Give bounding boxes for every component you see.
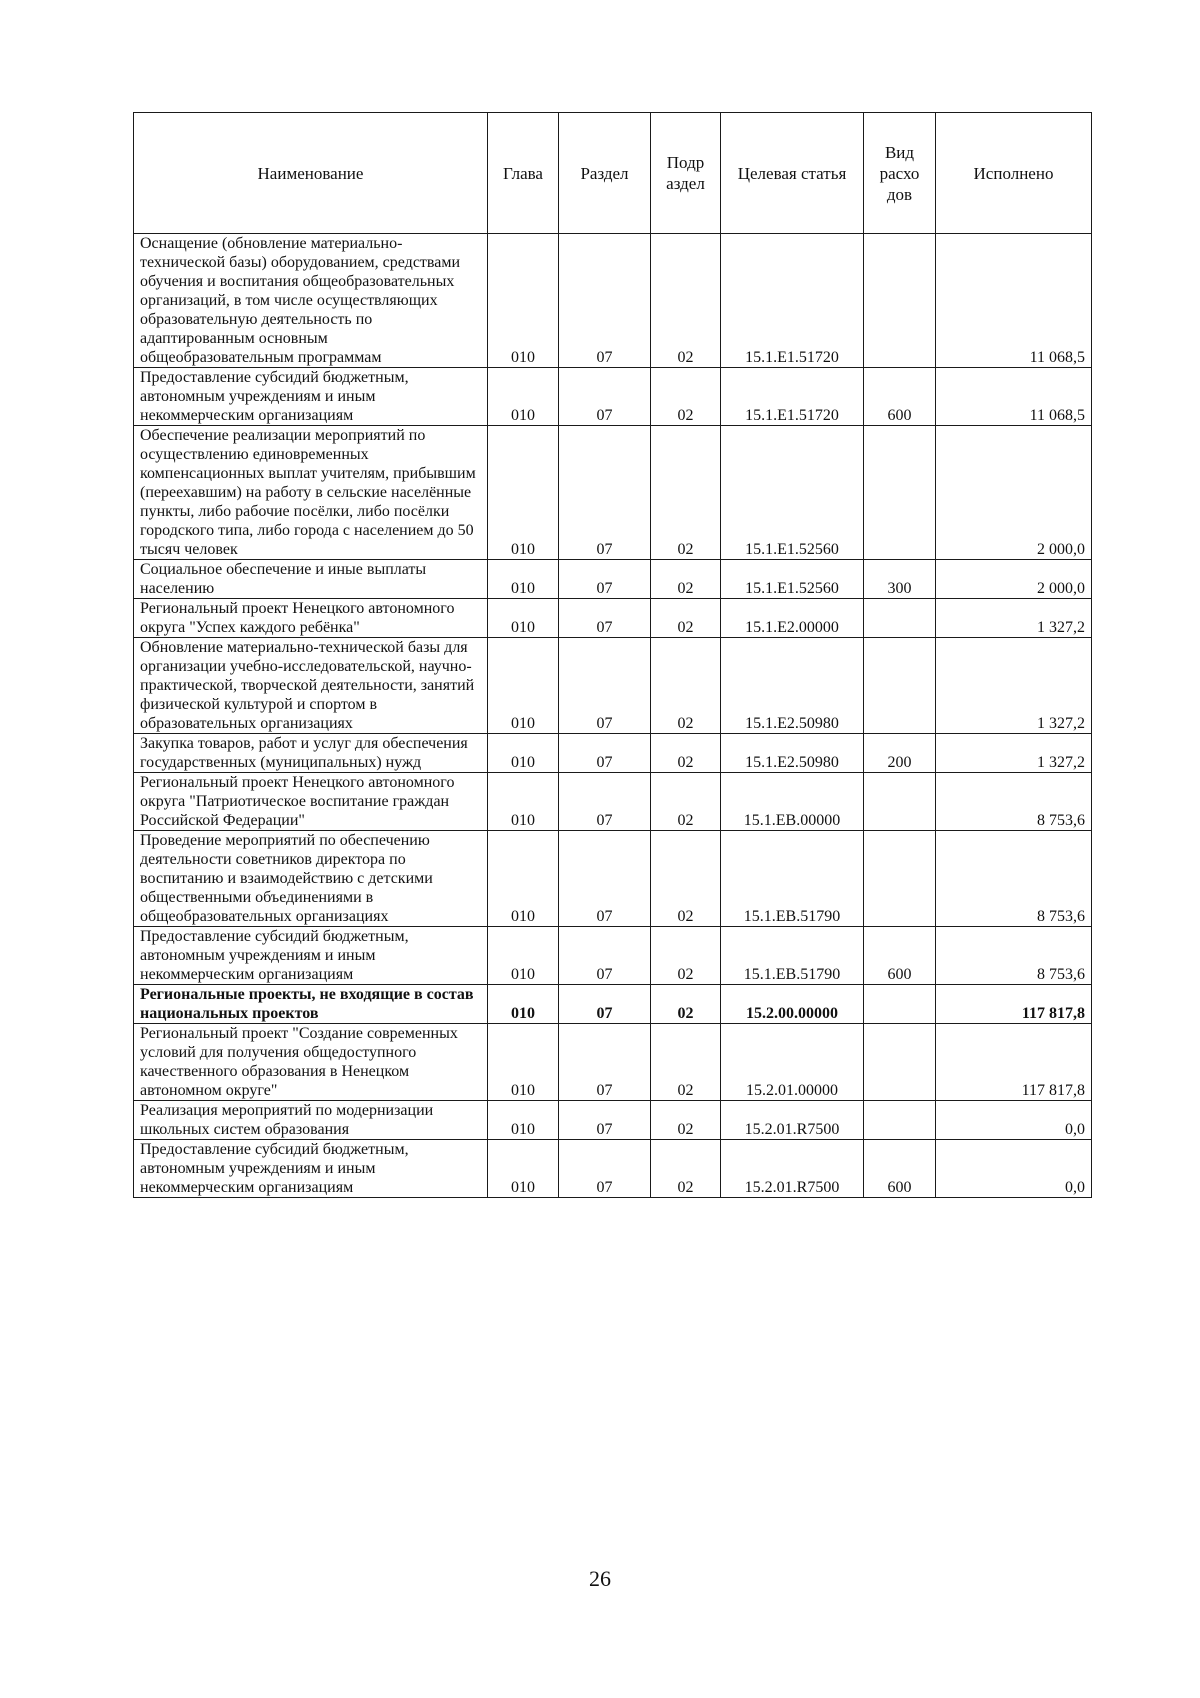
cell-vid xyxy=(864,234,936,368)
cell-razdel: 07 xyxy=(559,638,651,734)
cell-name: Обновление материально-технической базы для организации учебно-исследовательской, научно-практической, творческой деятельности, занятий физической культурой и спортом в образовательных организациях xyxy=(134,638,488,734)
cell-razdel: 07 xyxy=(559,1101,651,1140)
cell-podrazdel: 02 xyxy=(651,426,721,560)
cell-vid: 600 xyxy=(864,1140,936,1198)
table-row xyxy=(134,927,1092,985)
cell-vid xyxy=(864,985,936,1024)
table-row xyxy=(134,234,1092,368)
cell-target: 15.1.ЕВ.00000 xyxy=(721,773,864,831)
cell-done: 8 753,6 xyxy=(936,831,1092,927)
cell-razdel: 07 xyxy=(559,831,651,927)
header-target: Целевая статья xyxy=(721,113,864,234)
cell-glava: 010 xyxy=(488,234,559,368)
header-podrazdel: Подр аздел xyxy=(651,113,721,234)
table-row xyxy=(134,1140,1092,1198)
cell-target: 15.2.01.R7500 xyxy=(721,1140,864,1198)
cell-target: 15.2.00.00000 xyxy=(721,985,864,1024)
cell-glava: 010 xyxy=(488,831,559,927)
cell-podrazdel: 02 xyxy=(651,638,721,734)
cell-podrazdel: 02 xyxy=(651,560,721,599)
cell-target: 15.2.01.R7500 xyxy=(721,1101,864,1140)
cell-podrazdel: 02 xyxy=(651,234,721,368)
table-row xyxy=(134,734,1092,773)
budget-table xyxy=(133,112,1092,1198)
cell-razdel: 07 xyxy=(559,1024,651,1101)
table-row xyxy=(134,599,1092,638)
cell-razdel: 07 xyxy=(559,426,651,560)
table-row xyxy=(134,985,1092,1024)
cell-done: 2 000,0 xyxy=(936,560,1092,599)
table-row xyxy=(134,831,1092,927)
cell-name: Обеспечение реализации мероприятий по осуществлению единовременных компенсационных выплат учителям, прибывшим (переехавшим) на работу в сельские населённые пункты, либо рабочие посёлки, либо посёлки городского типа, либо города с населением до 50 тысяч человек xyxy=(134,426,488,560)
cell-vid xyxy=(864,638,936,734)
cell-vid xyxy=(864,773,936,831)
table-row xyxy=(134,426,1092,560)
cell-done: 0,0 xyxy=(936,1140,1092,1198)
cell-vid: 600 xyxy=(864,368,936,426)
cell-done: 117 817,8 xyxy=(936,1024,1092,1101)
cell-target: 15.1.Е1.52560 xyxy=(721,426,864,560)
table-row xyxy=(134,560,1092,599)
cell-podrazdel: 02 xyxy=(651,1024,721,1101)
cell-razdel: 07 xyxy=(559,773,651,831)
cell-name: Предоставление субсидий бюджетным, автономным учреждениям и иным некоммерческим организациям xyxy=(134,368,488,426)
cell-name: Реализация мероприятий по модернизации школьных систем образования xyxy=(134,1101,488,1140)
table-row xyxy=(134,1101,1092,1140)
cell-done: 11 068,5 xyxy=(936,234,1092,368)
header-razdel: Раздел xyxy=(559,113,651,234)
cell-name: Региональные проекты, не входящие в состав национальных проектов xyxy=(134,985,488,1024)
cell-done: 1 327,2 xyxy=(936,638,1092,734)
cell-glava: 010 xyxy=(488,734,559,773)
cell-name: Предоставление субсидий бюджетным, автономным учреждениям и иным некоммерческим организациям xyxy=(134,927,488,985)
cell-vid: 300 xyxy=(864,560,936,599)
cell-razdel: 07 xyxy=(559,927,651,985)
header-vid: Вид расхо дов xyxy=(864,113,936,234)
table-row xyxy=(134,638,1092,734)
cell-done: 0,0 xyxy=(936,1101,1092,1140)
cell-glava: 010 xyxy=(488,638,559,734)
cell-done: 1 327,2 xyxy=(936,734,1092,773)
cell-name: Предоставление субсидий бюджетным, автономным учреждениям и иным некоммерческим организациям xyxy=(134,1140,488,1198)
cell-glava: 010 xyxy=(488,1140,559,1198)
cell-glava: 010 xyxy=(488,426,559,560)
cell-podrazdel: 02 xyxy=(651,773,721,831)
cell-podrazdel: 02 xyxy=(651,1101,721,1140)
cell-razdel: 07 xyxy=(559,234,651,368)
cell-target: 15.1.Е1.51720 xyxy=(721,368,864,426)
cell-glava: 010 xyxy=(488,599,559,638)
cell-target: 15.1.Е1.51720 xyxy=(721,234,864,368)
cell-name: Социальное обеспечение и иные выплаты населению xyxy=(134,560,488,599)
page-number: 26 xyxy=(589,1566,611,1591)
header-done: Исполнено xyxy=(936,113,1092,234)
table-row xyxy=(134,773,1092,831)
cell-name: Закупка товаров, работ и услуг для обеспечения государственных (муниципальных) нужд xyxy=(134,734,488,773)
header-glava: Глава xyxy=(488,113,559,234)
cell-podrazdel: 02 xyxy=(651,734,721,773)
cell-target: 15.1.Е2.50980 xyxy=(721,638,864,734)
cell-name: Проведение мероприятий по обеспечению деятельности советников директора по воспитанию и взаимодействию с детскими общественными объединениями в общеобразовательных организациях xyxy=(134,831,488,927)
cell-podrazdel: 02 xyxy=(651,985,721,1024)
cell-name: Оснащение (обновление материально-технической базы) оборудованием, средствами обучения и воспитания общеобразовательных организаций, в том числе осуществляющих образовательную деятельность по адаптированным основным общеобразовательным программам xyxy=(134,234,488,368)
cell-razdel: 07 xyxy=(559,985,651,1024)
cell-podrazdel: 02 xyxy=(651,368,721,426)
cell-target: 15.1.ЕВ.51790 xyxy=(721,831,864,927)
cell-podrazdel: 02 xyxy=(651,831,721,927)
cell-vid xyxy=(864,599,936,638)
cell-done: 8 753,6 xyxy=(936,773,1092,831)
cell-vid xyxy=(864,1101,936,1140)
cell-razdel: 07 xyxy=(559,560,651,599)
cell-vid xyxy=(864,1024,936,1101)
cell-target: 15.1.Е1.52560 xyxy=(721,560,864,599)
cell-done: 2 000,0 xyxy=(936,426,1092,560)
cell-razdel: 07 xyxy=(559,734,651,773)
cell-target: 15.1.ЕВ.51790 xyxy=(721,927,864,985)
cell-razdel: 07 xyxy=(559,1140,651,1198)
cell-vid xyxy=(864,831,936,927)
cell-name: Региональный проект Ненецкого автономного округа "Успех каждого ребёнка" xyxy=(134,599,488,638)
cell-glava: 010 xyxy=(488,1024,559,1101)
cell-glava: 010 xyxy=(488,560,559,599)
cell-vid: 600 xyxy=(864,927,936,985)
cell-podrazdel: 02 xyxy=(651,1140,721,1198)
cell-target: 15.1.Е2.00000 xyxy=(721,599,864,638)
cell-done: 11 068,5 xyxy=(936,368,1092,426)
cell-done: 117 817,8 xyxy=(936,985,1092,1024)
cell-vid: 200 xyxy=(864,734,936,773)
cell-done: 1 327,2 xyxy=(936,599,1092,638)
table-body xyxy=(134,234,1092,1198)
cell-podrazdel: 02 xyxy=(651,927,721,985)
cell-vid xyxy=(864,426,936,560)
cell-glava: 010 xyxy=(488,773,559,831)
cell-podrazdel: 02 xyxy=(651,599,721,638)
cell-done: 8 753,6 xyxy=(936,927,1092,985)
cell-name: Региональный проект Ненецкого автономного округа "Патриотическое воспитание граждан Российской Федерации" xyxy=(134,773,488,831)
cell-glava: 010 xyxy=(488,368,559,426)
cell-glava: 010 xyxy=(488,927,559,985)
cell-razdel: 07 xyxy=(559,599,651,638)
header-row xyxy=(134,113,1092,234)
table-row xyxy=(134,368,1092,426)
cell-target: 15.1.Е2.50980 xyxy=(721,734,864,773)
cell-name: Региональный проект "Создание современных условий для получения общедоступного качественного образования в Ненецком автономном округе" xyxy=(134,1024,488,1101)
cell-razdel: 07 xyxy=(559,368,651,426)
table-row xyxy=(134,1024,1092,1101)
cell-glava: 010 xyxy=(488,985,559,1024)
cell-target: 15.2.01.00000 xyxy=(721,1024,864,1101)
cell-glava: 010 xyxy=(488,1101,559,1140)
header-name: Наименование xyxy=(134,113,488,234)
